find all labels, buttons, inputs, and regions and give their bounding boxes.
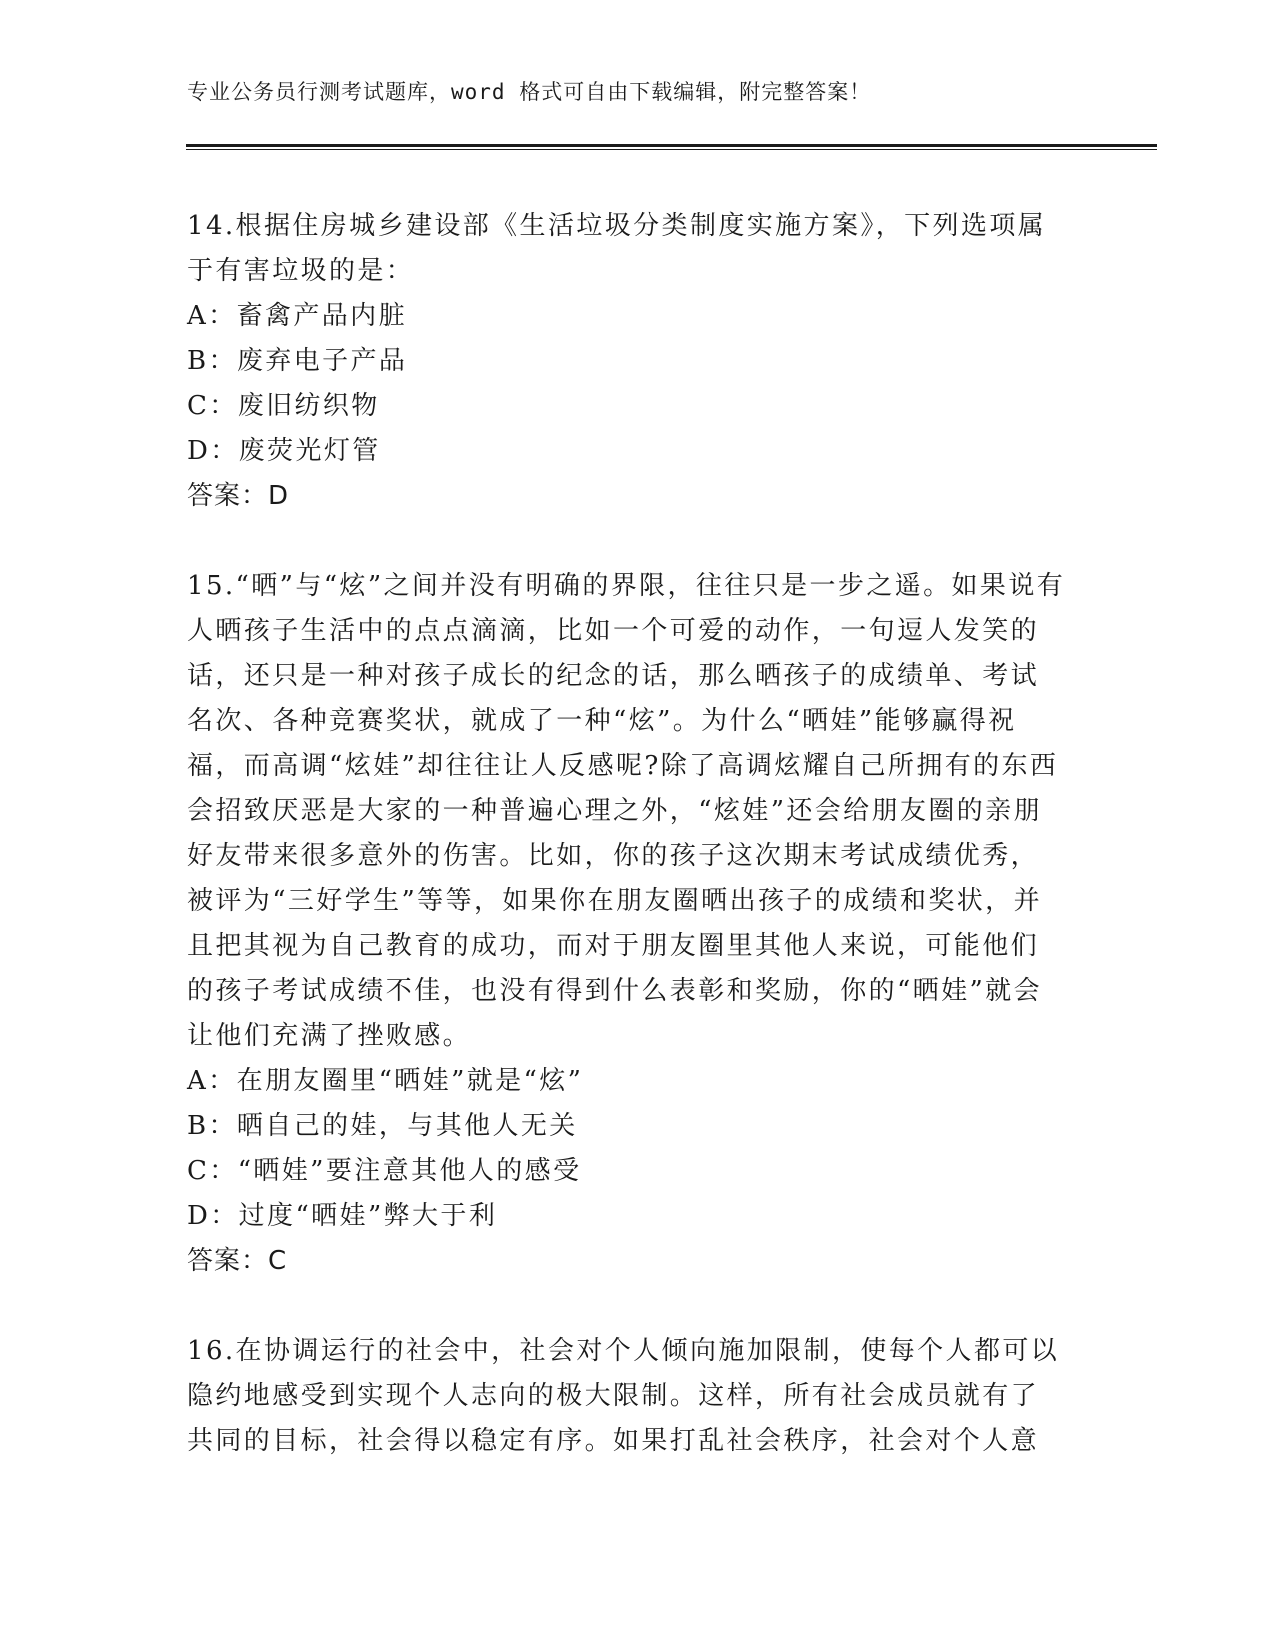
- answer-line: 答案：C: [187, 1246, 288, 1276]
- answer-line: 答案：D: [187, 481, 290, 511]
- question-spacer: [187, 1284, 1067, 1329]
- header-divider-thin: [186, 149, 1157, 150]
- option-a: A：在朋友圈里“晒娃”就是“炫”: [187, 1066, 584, 1096]
- question-stem: 15.“晒”与“炫”之间并没有明确的界限，往往只是一步之遥。如果说有人晒孩子生活中的点点滴滴，比如一个可爱的动作，一句逗人发笑的话，还只是一种对孩子成长的纪念的话，那么晒孩子的成绩单、考试名次、各种竞赛奖状，就成了一种“炫”。为什么“晒娃”能够赢得祝福，而高调“炫娃”却往往让人反感呢?除了高调炫耀自己所拥有的东西会招致厌恶是大家的一种普遍心理之外，“炫娃”还会给朋友圈的亲朋好友带来很多意外的伤害。比如，你的孩子这次期末考试成绩优秀，被评为“三好学生”等等，如果你在朋友圈晒出孩子的成绩和奖状，并且把其视为自己教育的成功，而对于朋友圈里其他人来说，可能他们的孩子考试成绩不佳，也没有得到什么表彰和奖励，你的“晒娃”就会让他们充满了挫败感。: [187, 571, 1066, 1051]
- header-divider-thick: [186, 144, 1157, 147]
- option-b: B：晒自己的娃，与其他人无关: [187, 1111, 578, 1141]
- question-15: [187, 564, 1067, 1284]
- option-c: C：废旧纺织物: [187, 391, 380, 421]
- question-stem: 16.在协调运行的社会中，社会对个人倾向施加限制，使每个人都可以隐约地感受到实现个人志向的极大限制。这样，所有社会成员就有了共同的目标，社会得以稳定有序。如果打乱社会秩序，社会对个人意: [187, 1336, 1060, 1456]
- question-list: [187, 204, 1067, 1464]
- option-b: B：废弃电子产品: [187, 346, 408, 376]
- option-d: D：过度“晒娃”弊大于利: [187, 1201, 498, 1231]
- question-stem: 14.根据住房城乡建设部《生活垃圾分类制度实施方案》，下列选项属于有害垃圾的是：: [187, 211, 1047, 286]
- option-d: D：废荧光灯管: [187, 436, 381, 466]
- header-banner-text: 专业公务员行测考试题库，word 格式可自由下载编辑，附完整答案！: [187, 80, 872, 104]
- question-spacer: [187, 519, 1067, 564]
- option-c: C：“晒娃”要注意其他人的感受: [187, 1156, 582, 1186]
- question-14: [187, 204, 1067, 519]
- option-a: A：畜禽产品内脏: [187, 301, 407, 331]
- question-16: [187, 1329, 1067, 1464]
